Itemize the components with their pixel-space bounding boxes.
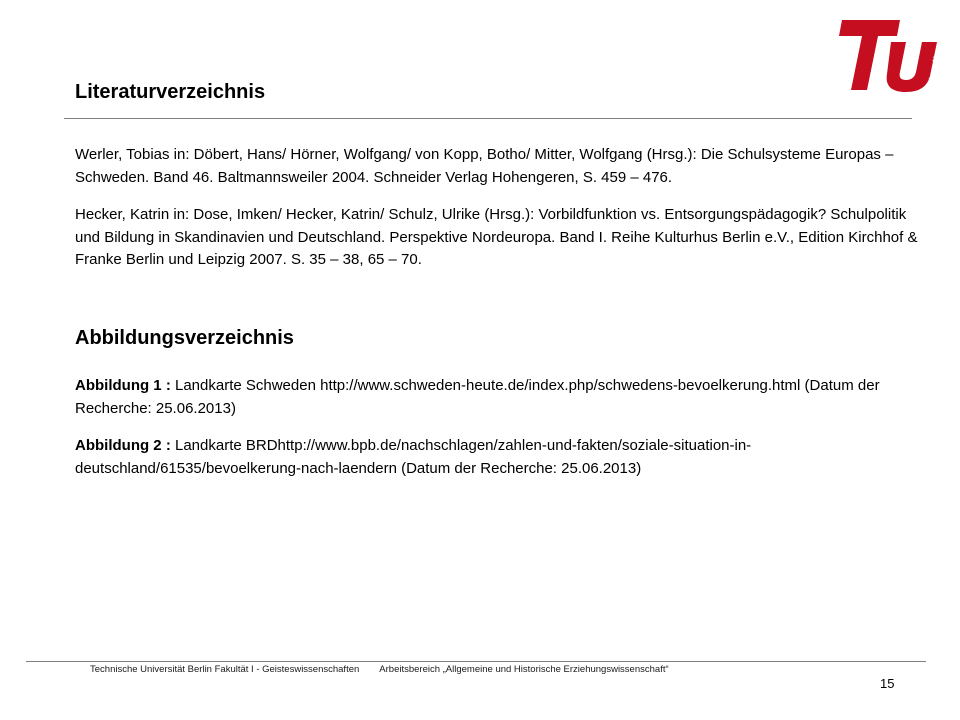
page-number: 15 <box>880 676 895 691</box>
figure-source: Landkarte BRDhttp://www.bpb.de/nachschlagen/zahlen-und-fakten/soziale-situation-in-deutschland/61535/bevoelkerung-nach-laendern (Datum der Recherche: 25.06.2013) <box>75 437 752 477</box>
literature-heading: Literaturverzeichnis <box>75 81 266 103</box>
figure-source: Landkarte Schweden http://www.schweden-heute.de/index.php/schwedens-bevoelkerung.html (Datum der Recherche: 25.06.2013) <box>75 377 880 417</box>
figure-label: Abbildung 2 : <box>75 437 171 454</box>
figure-entry <box>75 435 935 480</box>
figures-list <box>75 375 935 495</box>
footer-faculty: Technische Universität Berlin Fakultät I - Geisteswissenschaften <box>90 664 360 675</box>
tu-berlin-logo <box>836 16 947 94</box>
logo-wordmark: berlin <box>926 47 947 83</box>
footer <box>90 663 870 676</box>
literature-list <box>75 144 935 287</box>
footer-department: Arbeitsbereich „Allgemeine und Historische Erziehungswissenschaft“ <box>379 664 669 675</box>
figures-heading: Abbildungsverzeichnis <box>75 327 294 349</box>
header-divider <box>64 118 912 119</box>
literature-entry: Hecker, Katrin in: Dose, Imken/ Hecker, Katrin/ Schulz, Ulrike (Hrsg.): Vorbildfunktion vs. Entsorgungspädagogik? Schulpolitik und Bildung in Skandinavien und Deutschland. Perspektive Nordeuropa. Band I. Reihe Kulturhus Berlin e.V., Edition Kirchhof & Franke Berlin und Leipzig 2007. S. 35 – 38, 65 – 70. <box>75 206 918 268</box>
footer-divider <box>26 661 926 662</box>
figure-label: Abbildung 1 : <box>75 377 171 394</box>
literature-entry: Werler, Tobias in: Döbert, Hans/ Hörner, Wolfgang/ von Kopp, Botho/ Mitter, Wolfgang (Hrsg.): Die Schulsysteme Europas – Schweden. Band 46. Baltmannsweiler 2004. Schneider Verlag Hohengeren, S. 459 – 476. <box>75 146 894 186</box>
figure-entry <box>75 375 935 420</box>
